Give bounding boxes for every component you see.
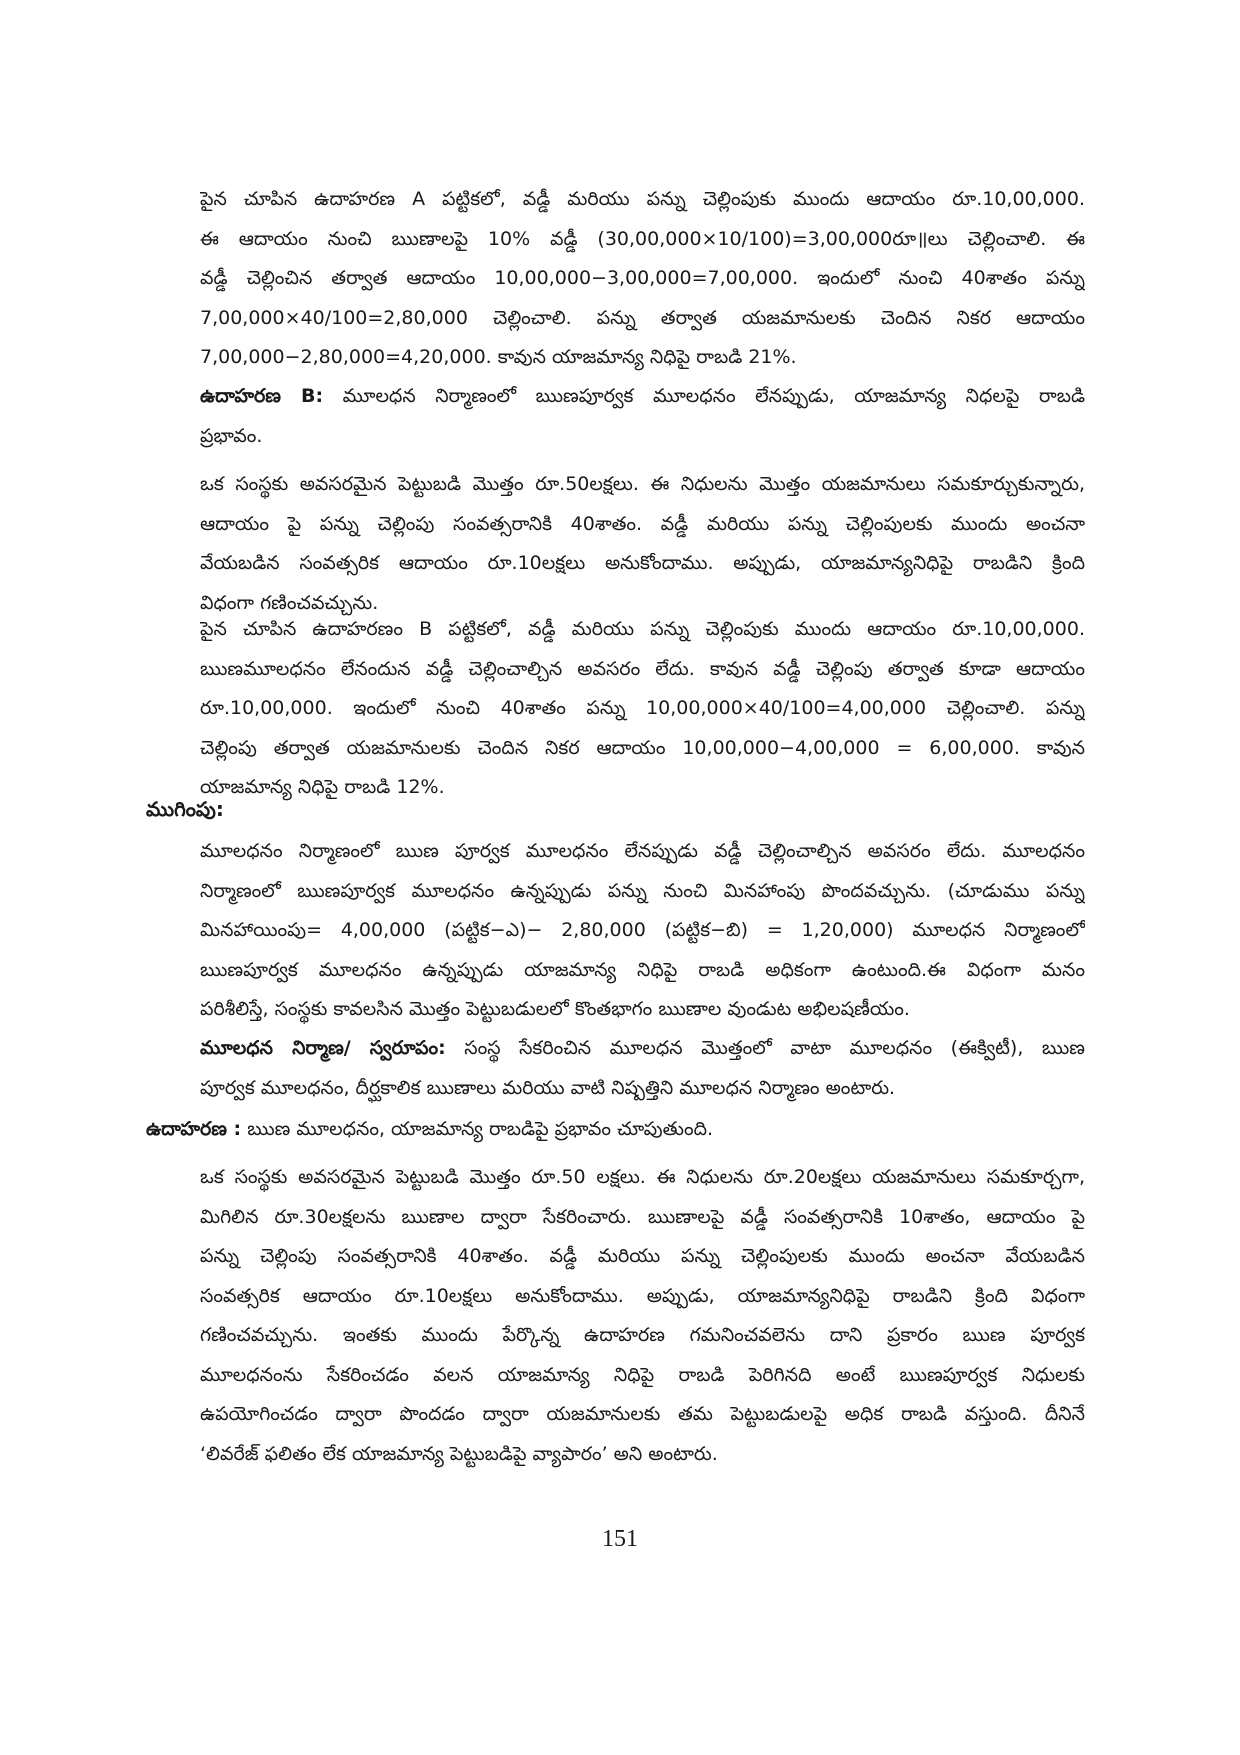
example-b-label: ఉదాహరణ B: — [200, 385, 324, 407]
text-line: ఋణమూలధనం లేనందున వడ్డీ చెల్లించాల్చిన అవసరం లేదు. కావున వడ్డీ చెల్లింపు తర్వాత కూడా ఆదాయం — [200, 657, 1085, 680]
paragraph-example-heading — [146, 1110, 1085, 1150]
paragraph-capital-structure — [200, 1029, 1085, 1108]
text-line: పన్ను చెల్లింపు సంవత్సరానికి 40శాతం. వడ్డీ మరియు పన్ను చెల్లింపులకు ముందు అంచనా వేయబడిన — [200, 1245, 1085, 1267]
text-line: మిగిలిన రూ.30లక్షలను ఋణాల ద్వారా సేకరించారు. ఋణాలపై వడ్డీ సంవత్సరానికి 10శాతం, ఆదాయం పై — [200, 1205, 1085, 1228]
text-line: ఒక సంస్థకు అవసరమైన పెట్టుబడి మొత్తం రూ.50లక్షలు. ఈ నిధులను మొత్తం యజమానులు సమకూర్చుకున్నారు, — [200, 473, 1085, 495]
text-line: రూ.10,00,000. ఇందులో నుంచి 40శాతం పన్ను 10,00,000×40/100=4,00,000 చెల్లించాలి. పన్ను — [200, 697, 1085, 719]
conclusion-heading: ముగింపు: — [146, 797, 224, 821]
text-line: మినహాయింపు= 4,00,000 (పట్టిక−ఎ)− 2,80,000 (పట్టిక−బి) = 1,20,000) మూలధన నిర్మాణంలో — [200, 919, 1085, 941]
paragraph-example-a — [200, 180, 1085, 378]
paragraph-example-b-intro — [200, 377, 1085, 456]
text-line: పైన చూపిన ఉదాహరణ A పట్టికలో, వడ్డీ మరియు పన్ను చెల్లింపుకు ముందు ఆదాయం రూ.10,00,000. — [200, 188, 1085, 210]
text-line: 7,00,000−2,80,000=4,20,000. కావున యాజమాన్య నిధిపై రాబడి 21%. — [200, 346, 797, 368]
text-line: పూర్వక మూలధనం, దీర్ఘకాలిక ఋణాలు మరియు వాటి నిష్పత్తిని మూలధన నిర్మాణం అంటారు. — [200, 1076, 896, 1099]
text-line: వేయబడిన సంవత్సరిక ఆదాయం రూ.10లక్షలు అనుకోందాము. అప్పుడు, యాజమాన్యనిధిపై రాబడిని క్రింది — [200, 552, 1085, 574]
paragraph-conclusion — [200, 832, 1085, 1030]
capital-structure-text: సంస్థ సేకరించిన మూలధన మొత్తంలో వాటా మూలధనం (ఈక్విటీ), ఋణ — [464, 1037, 1085, 1059]
example-b-text: మూలధన నిర్మాణంలో ఋణపూర్వక మూలధనం లేనప్పుడు, యాజమాన్య నిధలపై రాబడి — [342, 385, 1085, 407]
text-line: చెల్లింపు తర్వాత యజమానులకు చెందిన నికర ఆదాయం 10,00,000−4,00,000 = 6,00,000. కావున — [200, 736, 1085, 759]
text-line: ఉపయోగించడం ద్వారా పొందడం ద్వారా యజమానులకు తమ పెట్టుబడులపై అధిక రాబడి వస్తుంది. దీనినే — [200, 1403, 1085, 1425]
text-line — [200, 377, 1085, 417]
paragraph-leverage-example — [200, 1158, 1085, 1474]
text-line: యాజమాన్య నిధిపై రాబడి 12%. — [200, 776, 445, 798]
text-line: నిర్మాణంలో ఋణపూర్వక మూలధనం ఉన్నప్పుడు పన్ను నుంచి మినహాంపు పొందవచ్చును. (చూడుము పన్ను — [200, 879, 1085, 902]
example-label: ఉదాహరణ : — [146, 1118, 242, 1140]
text-line: ఒక సంస్థకు అవసరమైన పెట్టుబడి మొత్తం రూ.50 లక్షలు. ఈ నిధులను రూ.20లక్షలు యజమానులు సమకూర్చగా, — [200, 1166, 1085, 1188]
text-line: ప్రభావం. — [200, 424, 263, 447]
page-number: 151 — [602, 1526, 638, 1552]
text-line — [200, 1029, 1085, 1069]
text-line: మూలధనంను సేకరించడం వలన యాజమాన్య నిధిపై రాబడి పెరిగినది అంటే ఋణపూర్వక నిధులకు — [200, 1363, 1085, 1386]
text-line: ఈ ఆదాయం నుంచి ఋణాలపై 10% వడ్డీ (30,00,000×10/100)=3,00,000రూ॥లు చెల్లించాలి. ఈ — [200, 227, 1085, 250]
text-line — [146, 1110, 1085, 1150]
capital-structure-label: మూలధన నిర్మాణ/ స్వరూపం: — [200, 1037, 446, 1059]
text-line: పైన చూపిన ఉదాహరణం B పట్టికలో, వడ్డీ మరియు పన్ను చెల్లింపుకు ముందు ఆదాయం రూ.10,00,000. — [200, 618, 1085, 640]
text-line: సంవత్సరిక ఆదాయం రూ.10లక్షలు అనుకోందాము. అప్పుడు, యాజమాన్యనిధిపై రాబడిని క్రింది విధంగా — [200, 1284, 1085, 1307]
text-line: ‘లివరేజ్ ఫలితం లేక యాజమాన్య పెట్టుబడిపై వ్యాపారం’ అని అంటారు. — [200, 1442, 718, 1465]
paragraph-example-b-calculation — [200, 610, 1085, 808]
text-line: 7,00,000×40/100=2,80,000 చెల్లించాలి. పన్ను తర్వాత యజమానులకు చెందిన నికర ఆదాయం — [200, 306, 1085, 329]
text-line: విధంగా గణించవచ్చును. — [200, 591, 379, 614]
paragraph-example-b-description — [200, 465, 1085, 623]
text-line: ఆదాయం పై పన్ను చెల్లింపు సంవత్సరానికి 40శాతం. వడ్డీ మరియు పన్ను చెల్లింపులకు ముందు అంచనా — [200, 512, 1085, 535]
text-line: వడ్డీ చెల్లించిన తర్వాత ఆదాయం 10,00,000−3,00,000=7,00,000. ఇందులో నుంచి 40శాతం పన్ను — [200, 267, 1085, 289]
text-line: ఋణపూర్వక మూలధనం ఉన్నప్పుడు యాజమాన్య నిధిపై రాబడి అధికంగా ఉంటుంది.ఈ విధంగా మనం — [200, 958, 1085, 981]
text-line: పరిశీలిస్తే, సంస్థకు కావలసిన మొత్తం పెట్టుబడులలో కొంతభాగం ఋణాల వుండుట అభిలషణీయం. — [200, 998, 910, 1020]
text-line: గణించవచ్చును. ఇంతకు ముందు పేర్కొన్న ఉదాహరణ గమనించవలెను దాని ప్రకారం ఋణ పూర్వక — [200, 1324, 1085, 1346]
text-line: మూలధనం నిర్మాణంలో ఋణ పూర్వక మూలధనం లేనప్పుడు వడ్డీ చెల్లించాల్చిన అవసరం లేదు. మూలధనం — [200, 840, 1085, 862]
example-text: ఋణ మూలధనం, యాజమాన్య రాబడిపై ప్రభావం చూపుతుంది. — [247, 1118, 714, 1140]
